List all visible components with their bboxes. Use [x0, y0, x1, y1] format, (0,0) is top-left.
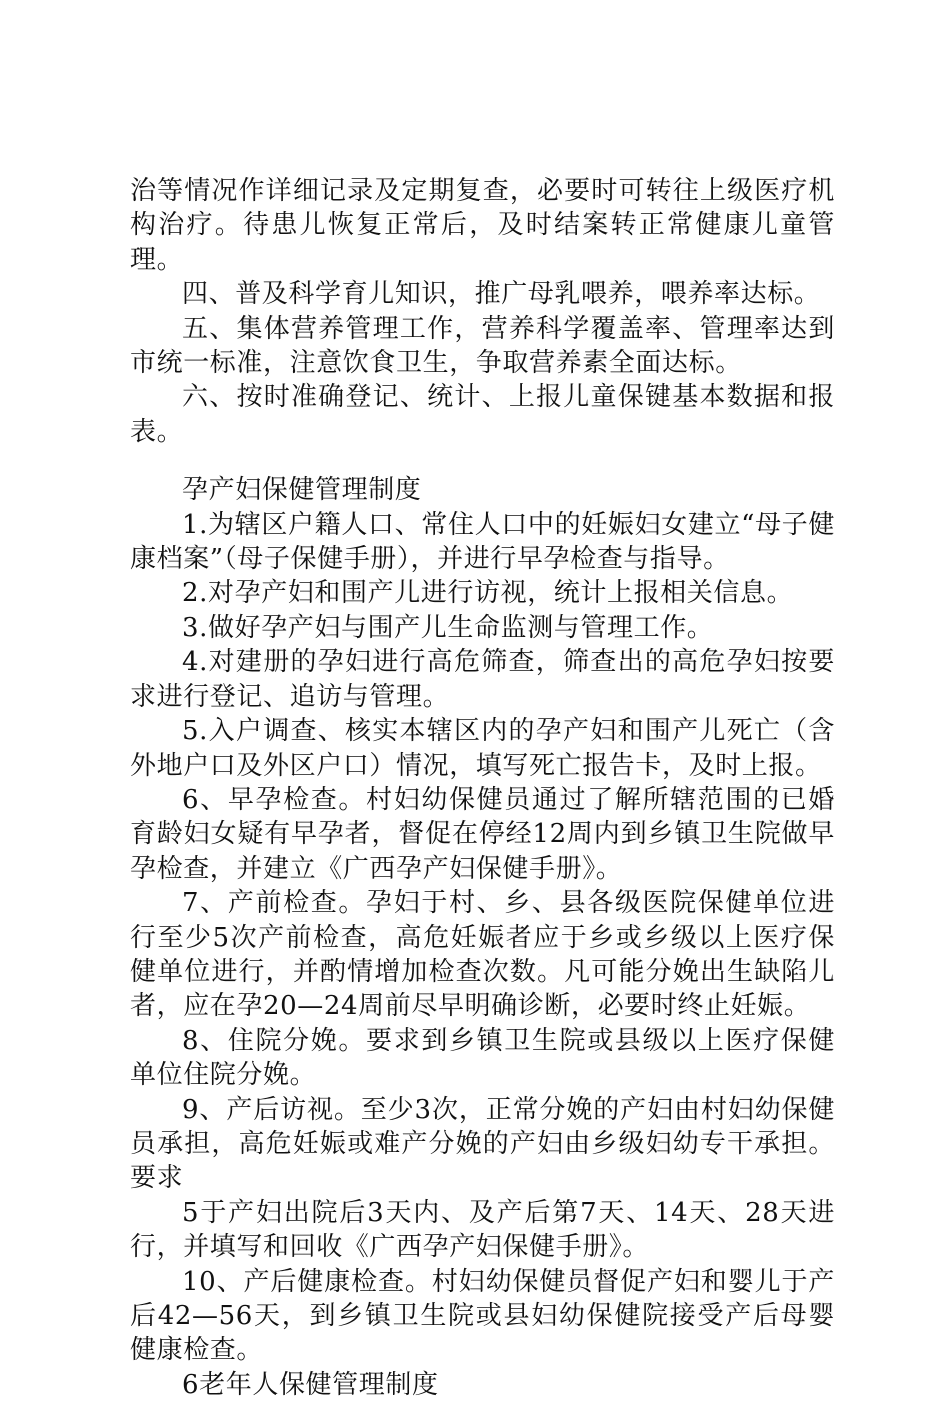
list-item-2: 2.对孕产妇和围产儿进行访视，统计上报相关信息。 — [182, 578, 794, 609]
list-item-9-continued: 5于产妇出院后3天内、及产后第7天、14天、28天进行，并填写和回收《广西孕产妇保健手册》。 — [130, 1197, 835, 1263]
section-title: 孕产妇保健管理制度 — [182, 475, 422, 506]
list-item-9: 9、产后访视。至少3次，正常分娩的产妇由村妇幼保健员承担，高危妊娠或难产分娩的产妇由乡级妇幼专干承担。要求 — [130, 1094, 835, 1194]
paragraph-continued: 治等情况作详细记录及定期复查，必要时可转往上级医疗机构治疗。待患儿恢复正常后，及时结案转正常健康儿童管理。 — [130, 176, 835, 275]
list-item-10: 10、产后健康检查。村妇幼保健员督促产妇和婴儿于产后42—56天，到乡镇卫生院或县妇幼保健院接受产后母婴健康检查。 — [130, 1266, 835, 1366]
paragraph-item-four: 四、普及科学育儿知识，推广母乳喂养，喂养率达标。 — [182, 279, 821, 310]
list-item-4: 4.对建册的孕妇进行高危筛查，筛查出的高危孕妇按要求进行登记、追访与管理。 — [130, 647, 835, 712]
paragraph-item-five: 五、集体营养管理工作，营养科学覆盖率、管理率达到市统一标准，注意饮食卫生，争取营养素全面达标。 — [130, 313, 835, 379]
list-item-5: 5.入户调查、核实本辖区内的孕产妇和围产儿死亡（含外地户口及外区户口）情况，填写死亡报告卡，及时上报。 — [130, 716, 835, 781]
list-item-3: 3.做好孕产妇与围产儿生命监测与管理工作。 — [182, 612, 714, 643]
section-spacer — [130, 449, 835, 473]
list-item-8: 8、住院分娩。要求到乡镇卫生院或县级以上医疗保健单位住院分娩。 — [130, 1025, 835, 1091]
paragraph-item-six: 六、按时准确登记、统计、上报儿童保键基本数据和报表。 — [130, 382, 835, 447]
list-item-7: 7、产前检查。孕妇于村、乡、县各级医院保健单位进行至少5次产前检查，高危妊娠者应于乡或乡级以上医疗保健单位进行，并酌情增加检查次数。凡可能分娩出生缺陷儿者，应在孕20—24周前尽早明确诊断，必要时终止妊娠。 — [130, 888, 835, 1022]
list-item-6: 6、早孕检查。村妇幼保健员通过了解所辖范围的已婚育龄妇女疑有早孕者，督促在停经12周内到乡镇卫生院做早孕检查，并建立《广西孕产妇保健手册》。 — [130, 784, 835, 884]
list-item-1: 1.为辖区户籍人口、常住人口中的妊娠妇女建立“母子健康档案”（母子保健手册），并进行早孕检查与指导。 — [130, 509, 835, 575]
next-section-title: 6老年人保健管理制度 — [182, 1369, 439, 1400]
document-body — [130, 174, 835, 1402]
